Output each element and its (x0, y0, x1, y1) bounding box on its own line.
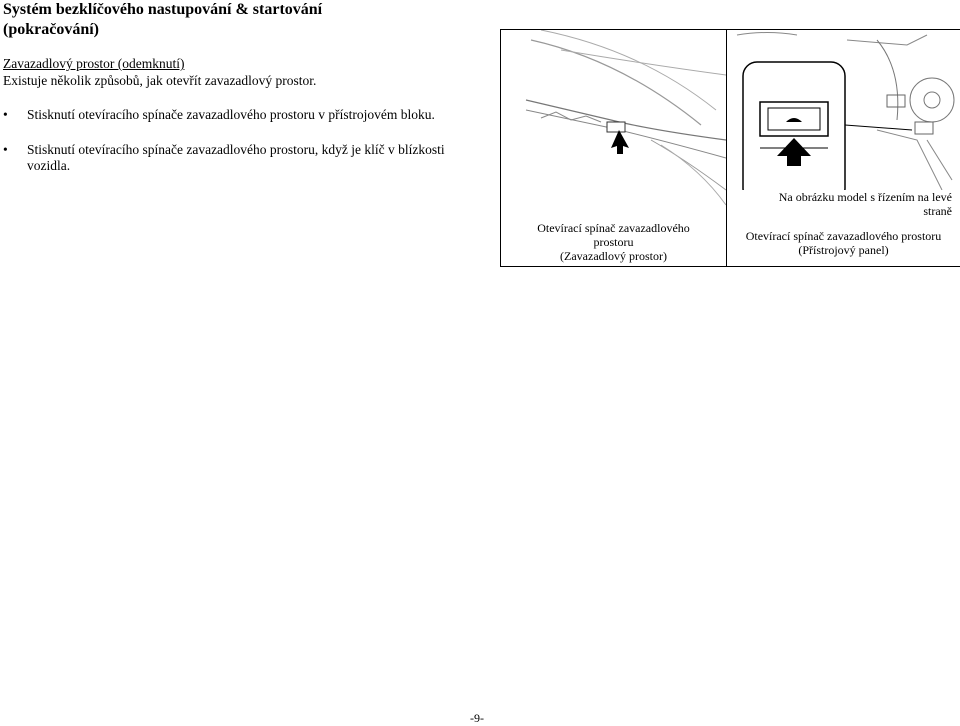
panel-illustration (727, 30, 960, 190)
figure-note: Na obrázku model s řízením na levé straně (778, 190, 952, 218)
title-line-2: (pokračování) (3, 21, 99, 38)
section-intro: Existuje několik způsobů, jak otevřít zavazadlový prostor. (3, 73, 317, 88)
section-subheading: Zavazadlový prostor (odemknutí) (3, 56, 185, 71)
title-line-1: Systém bezklíčového nastupování & startování (3, 1, 323, 18)
figure-caption (727, 229, 960, 257)
caption-line: prostoru (593, 235, 634, 249)
caption-line: Otevírací spínač zavazadlového prostoru (745, 229, 942, 243)
bullet-text: Stisknutí otevíracího spínače zavazadlového prostoru v přístrojovém bloku. (27, 107, 435, 122)
panel-switch-figure (726, 29, 960, 267)
trunk-switch-figure (500, 29, 727, 267)
trunk-illustration (501, 30, 726, 220)
caption-line: (Přístrojový panel) (798, 243, 889, 257)
figure-caption (501, 221, 726, 263)
caption-line: Otevírací spínač zavazadlového (537, 221, 690, 235)
bullet-text: Stisknutí otevíracího spínače zavazadlového prostoru, když je klíč v blízkosti vozidla. (27, 142, 445, 173)
bullet-icon: • (3, 142, 8, 157)
page-number: -9- (470, 711, 484, 725)
page-title (3, 0, 322, 40)
caption-line: (Zavazadlový prostor) (560, 249, 667, 263)
bullet-icon: • (3, 107, 8, 122)
arrow-icon (611, 130, 629, 154)
